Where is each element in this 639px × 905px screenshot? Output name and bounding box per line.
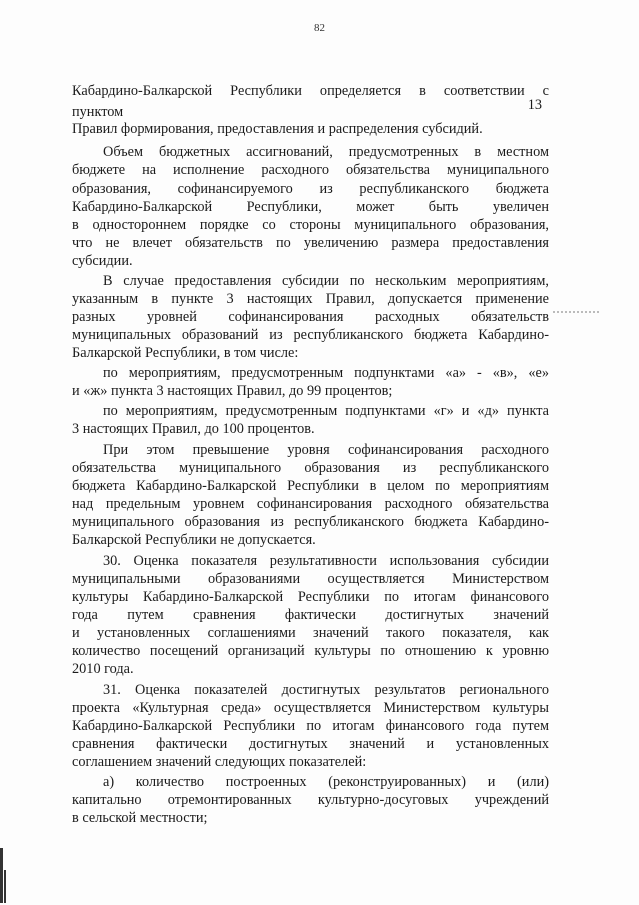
text-line: обязательства муниципального образования из республиканского (72, 460, 549, 476)
text-line: 3 настоящих Правил, до 100 процентов. (72, 421, 315, 437)
text-line: что не влечет обязательств по увеличению размера предоставления (72, 235, 549, 251)
text-line: над предельным уровнем софинансирования расходного обязательства (72, 496, 549, 512)
text-line: года путем сравнения фактически достигнутых значений (72, 607, 549, 623)
text-line: Объем бюджетных ассигнований, предусмотренных в местном (103, 144, 549, 160)
text-line: муниципального образования из республиканского бюджета Кабардино- (72, 514, 549, 530)
text-line: В случае предоставления субсидии по нескольким мероприятиям, (103, 273, 549, 289)
text-line: сравнения фактически достигнутых значений и установленных (72, 736, 549, 752)
text-line: по мероприятиям, предусмотренным подпунктами «а» - «в», «е» (103, 365, 549, 381)
text-line: в сельской местности; (72, 810, 208, 826)
text-line: указанным в пункте 3 настоящих Правил, допускается применение (72, 291, 549, 307)
text-line: пунктом (72, 104, 124, 120)
text-line: образования, софинансируемого из республиканского бюджета (72, 181, 549, 197)
text-line: бюджета Кабардино-Балкарской Республики в целом по мероприятиям (72, 478, 549, 494)
text-line: субсидии. (72, 253, 133, 269)
text-line: количество посещений организаций культуры по отношению к уровню (72, 643, 549, 659)
text-line: проекта «Культурная среда» осуществляется Министерством культуры (72, 700, 549, 716)
text-line: Кабардино-Балкарской Республики по итогам финансового года путем (72, 718, 549, 734)
text-line: по мероприятиям, предусмотренным подпунктами «г» и «д» пункта (103, 403, 549, 419)
text-line: 30. Оценка показателя результативности использования субсидии (103, 553, 549, 569)
text-line: соглашением значений следующих показателей: (72, 754, 367, 770)
text-line: 2010 года. (72, 661, 134, 677)
text-line: разных уровней софинансирования расходных обязательств (72, 309, 549, 325)
text-line: и «ж» пункта 3 настоящих Правил, до 99 процентов; (72, 383, 393, 399)
text-line: в одностороннем порядке со стороны муниципального образования, (72, 217, 549, 233)
text-line: Правил формирования, предоставления и распределения субсидий. (72, 121, 483, 137)
text-line: и установленных соглашениями значений такого показателя, как (72, 625, 549, 641)
text-line: Кабардино-Балкарской Республики, может быть увеличен (72, 199, 549, 215)
text-line: При этом превышение уровня софинансирования расходного (103, 442, 549, 458)
scan-edge-mark (0, 848, 3, 903)
text-line: а) количество построенных (реконструированных) и (или) (103, 774, 549, 790)
text-line: муниципальными образованиями осуществляется Министерством (72, 571, 549, 587)
text-line: муниципальных образований из республиканского бюджета Кабардино- (72, 327, 549, 343)
scan-edge-mark (4, 870, 6, 903)
text-line: Балкарской Республики, в том числе: (72, 345, 299, 361)
text-line: бюджете на исполнение расходного обязательства муниципального (72, 162, 549, 178)
text-line-footnote-number: 13 (527, 97, 542, 113)
scan-artifact-dots (553, 311, 599, 317)
text-line: Кабардино-Балкарской Республики определяется в соответствии с (72, 83, 549, 99)
page-number: 82 (314, 22, 325, 34)
text-line: 31. Оценка показателей достигнутых результатов регионального (103, 682, 549, 698)
text-line: Балкарской Республики не допускается. (72, 532, 316, 548)
text-line: капитально отремонтированных культурно-досуговых учреждений (72, 792, 549, 808)
text-line: культуры Кабардино-Балкарской Республики по итогам финансового (72, 589, 549, 605)
